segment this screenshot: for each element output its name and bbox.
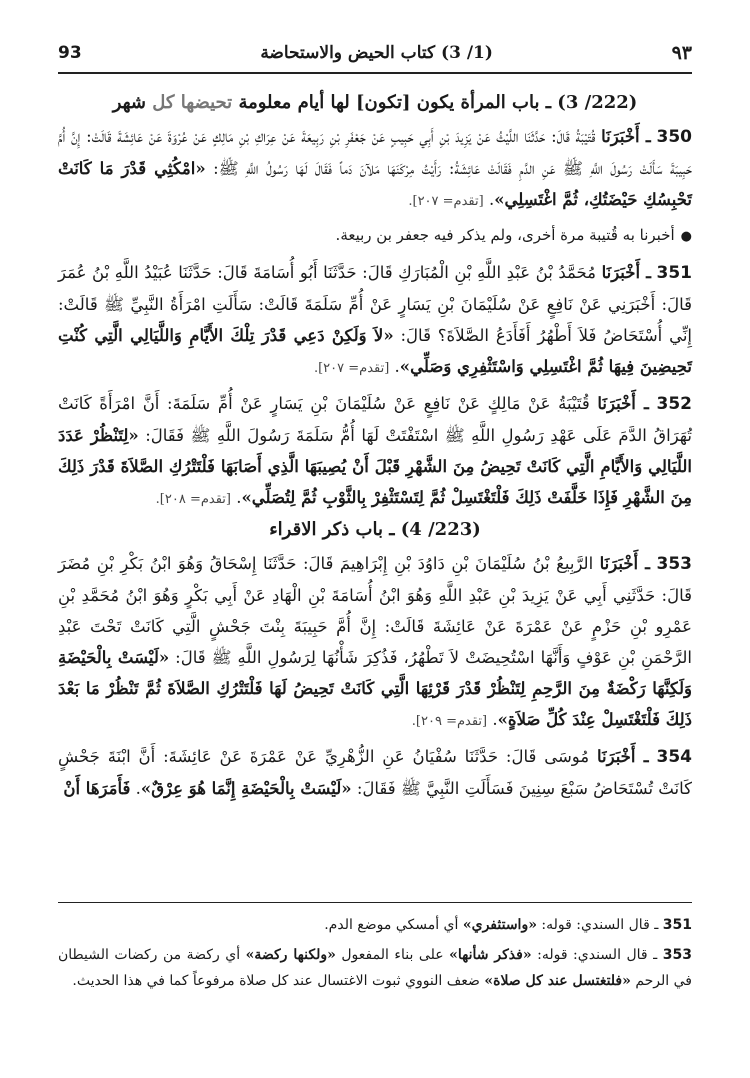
- footnote-quote: «فذكر شأنها»: [449, 947, 532, 963]
- hadith-opening: ـ أَخْبَرَنَا: [601, 127, 651, 146]
- hadith-opening: ـ أَخْبَرَنَا: [597, 394, 649, 413]
- hadith-matn: «لاَ وَلَكِنْ دَعِي قَدْرَ تِلْكَ الأَيَّامِ وَاللَّيَالِي الَّتِي كُنْتِ تَحِيضِينَ فِيهَا ثُمَّ اغْتَسِلِي وَاسْتَثْفِرِي وَصَلِّي»: [58, 326, 692, 376]
- hadith-number: 351: [656, 263, 693, 283]
- hadith-351: [58, 257, 692, 384]
- hadith-matn: «لَيْسَتْ بِالْحَيْضَةِ وَلَكِنَّهَا رَكْضَةٌ مِنَ الرَّحِمِ لِتَنْظُرْ قَدْرَ قَرْئِهَا الَّتِي كَانَتْ تَحِيضُ لَهَا فَلْتَتْرُكِ الصَّلاَةَ ثُمَّ تَنْظُرْ مَا بَعْدَ ذَلِكَ فَلْتَغْتَسِلْ عِنْدَ كُلِّ صَلاَةٍ»: [58, 648, 692, 729]
- hadith-isnad: قُتَيْبَةُ عَنْ مَالِكٍ عَنْ نَافِعٍ عَنْ سُلَيْمَانَ بْنِ يَسَارٍ عَنْ أُمِّ سَلَمَةَ: أَنَّ امْرَأَةً كَانَتْ تُهَرَاقُ الدَّمَ عَلَى عَهْدِ رَسُولِ اللَّهِ ﷺ اسْتَفْتَتْ لَهَا أُمُّ سَلَمَةَ رَسُولَ اللَّهِ ﷺ فَقَالَ:: [58, 394, 692, 445]
- hadith-note: [58, 221, 692, 251]
- footnote-lead: ـ قال السندي: قوله:: [536, 917, 663, 933]
- footnote-divider: [58, 902, 692, 903]
- footnote-quote: «ولكنها ركضة»: [245, 947, 336, 963]
- footnote-quote: «فلتغتسل عند كل صلاة»: [484, 973, 631, 989]
- footnote-351: [58, 912, 692, 938]
- hadith-opening: ـ أَخْبَرَنَا: [596, 747, 649, 766]
- page-number-latin: 93: [58, 43, 82, 63]
- footnote-number: 351: [662, 917, 692, 933]
- hadith-354: [58, 741, 692, 804]
- hadith-matn: «لَيْسَتْ بِالْحَيْضَةِ إِنَّمَا هُوَ عِرْقٌ»: [140, 779, 352, 798]
- hadith-isnad: الرَّبِيعُ بْنُ سُلَيْمَانَ بْنِ دَاوُدَ بْنِ إِبْرَاهِيمَ قَالَ: حَدَّثَنَا إِسْحَاقُ وَهُوَ ابْنُ بَكْرِ بْنِ مُضَرَ قَالَ: حَدَّثَنِي أَبِي عَنْ يَزِيدَ بْنِ عَبْدِ اللَّهِ وَهُوَ ابْنُ أُسَامَةَ بْنِ الْهَادِ عَنْ أَبِي بَكْرٍ وَهُوَ ابْنُ مُحَمَّدِ بْنِ عَمْرِو بْنِ حَزْمٍ عَنْ عَمْرَةَ عَنْ عَائِشَةَ قَالَتْ: إِنَّ أُمَّ حَبِيبَةَ بِنْتَ جَحْشٍ الَّتِي كَانَتْ تَحْتَ عَبْدِ الرَّحْمَنِ بْنِ عَوْفٍ وَأَنَّهَا اسْتُحِيضَتْ لاَ تَطْهُرُ، فَذُكِرَ شَأْنُهَا لِرَسُولِ اللَّهِ ﷺ قَالَ:: [58, 554, 692, 667]
- chapter-heading-text: (223/ 4) ـ باب ذكر الاقراء: [269, 519, 481, 540]
- footnote-text: أي ركضة من ركضات الشيطان في الرحم: [58, 947, 692, 989]
- hadith-opening: ـ أَخْبَرَنَا: [601, 263, 651, 282]
- footnote-text: ضعف النووي ثبوت الاغتسال عند كل صلاة مرفوعاً كما في هذا الحديث.: [72, 973, 485, 989]
- hadith-cross-ref: [تقدم= ٢٠٩].: [411, 714, 488, 729]
- hadith-matn: «لِتَنْظُرْ عَدَدَ اللَّيَالِي وَالأَيَّامِ الَّتِي كَانَتْ تَحِيضُ مِنَ الشَّهْرِ قَبْلَ أَنْ يُصِيبَهَا الَّذِي أَصَابَهَا فَلْتَتْرُكِ الصَّلاَةَ قَدْرَ ذَلِكَ مِنَ الشَّهْرِ فَإِذَا خَلَّفَتْ ذَلِكَ فَلْتَغْتَسِلْ ثُمَّ لِتَسْتَثْفِرْ بِالثَّوْبِ ثُمَّ لِتُصَلِّي»: [58, 426, 692, 507]
- hadith-number: 354: [656, 747, 692, 767]
- main-text: [58, 88, 692, 808]
- chapter-heading-223: [58, 519, 692, 540]
- chapter-heading-faded-text: تحيضها كل: [152, 92, 239, 113]
- hadith-cross-ref: [تقدم= ٢٠٧].: [313, 361, 390, 376]
- hadith-cross-ref: [تقدم= ٢٠٨].: [155, 492, 231, 507]
- footnote-text: على بناء المفعول: [335, 947, 450, 963]
- running-title: (1/ 3) كتاب الحيض والاستحاضة: [260, 43, 493, 63]
- hadith-isnad: مُحَمَّدُ بْنُ عَبْدِ اللَّهِ بْنِ الْمُبَارَكِ قَالَ: حَدَّثَنَا أَبُو أُسَامَةَ قَالَ: حَدَّثَنَا عُبَيْدُ اللَّهِ بْنُ عُمَرَ قَالَ: أَخْبَرَنِي عَنْ نَافِعٍ عَنْ سُلَيْمَانَ بْنِ يَسَارٍ عَنْ أُمِّ سَلَمَةَ قَالَتْ: سَأَلَتِ امْرَأَةُ النَّبِيِّ ﷺ قَالَتْ: إِنِّي أُسْتَحَاضُ فَلاَ أَطْهُرُ أَفَأَدَعُ الصَّلاَةَ؟ قَالَ:: [58, 263, 693, 345]
- page-number-arabic: ٩٣: [671, 42, 692, 64]
- hadith-number: 350: [656, 127, 692, 147]
- note-text: أخبرنا به قُتيبة مرة أخرى، ولم يذكر فيه جعفر بن ربيعة.: [335, 226, 675, 244]
- hadith-opening: ـ أَخْبَرَنَا: [599, 554, 650, 573]
- hadith-continuation: فَأَمَرَهَا أَنْ: [63, 779, 131, 798]
- hadith-end: .: [230, 488, 242, 507]
- chapter-heading-text: (222/ 3) ـ باب المرأة يكون [تكون] لها أيام معلومة: [238, 92, 638, 113]
- hadith-number: 353: [656, 554, 692, 574]
- footnote-text: أي أمسكي موضع الدم.: [324, 917, 463, 933]
- footnote-353: [58, 942, 692, 994]
- hadith-matn: «امْكُثِي قَدْرَ مَا كَانَتْ تَحْبِسُكِ حَيْضَتُكِ، ثُمَّ اغْتَسِلِي»: [58, 159, 692, 209]
- hadith-352: [58, 388, 692, 515]
- hadith-end: .: [487, 710, 498, 729]
- hadith-isnad: مُوسَى قَالَ: حَدَّثَنَا سُفْيَانُ عَنِ الزُّهْرِيِّ عَنْ عَمْرَةَ عَنْ عَائِشَةَ: أَنَّ ابْنَةَ جَحْشٍ كَانَتْ تُسْتَحَاضُ سَبْعَ سِنِينَ فَسَأَلَتِ النَّبِيَّ ﷺ فَقَالَ:: [58, 747, 692, 798]
- footnote-lead: ـ قال السندي: قوله:: [531, 947, 663, 963]
- hadith-end: .: [130, 779, 141, 798]
- hadith-353: [58, 548, 692, 737]
- hadith-end: .: [389, 357, 400, 376]
- hadith-350: [58, 121, 692, 217]
- footnote-number: 353: [662, 947, 692, 963]
- chapter-heading-suffix: شهر: [112, 92, 153, 113]
- bullet-icon: ●: [680, 229, 692, 244]
- chapter-heading-222: [58, 92, 692, 113]
- hadith-end: .: [483, 190, 495, 209]
- footnote-quote: «واستثفري»: [462, 917, 537, 933]
- hadith-cross-ref: [تقدم= ٢٠٧].: [408, 194, 484, 209]
- page-header: [58, 38, 692, 68]
- footnotes: [58, 910, 692, 998]
- hadith-isnad: قُتَيْبَةُ قَالَ: حَدَّثَنَا اللَّيْثُ عَنْ يَزِيدَ بْنِ أَبِي حَبِيبٍ عَنْ جَعْفَرِ بْنِ رَبِيعَةَ عَنْ عِرَاكِ بْنِ مَالِكٍ عَنْ عُرْوَةَ عَنْ عَائِشَةَ قَالَتْ: إِنَّ أُمَّ حَبِيبَةَ سَأَلَتْ رَسُولَ اللَّهِ ﷺ عَنِ الدَّمِ فَقَالَتْ عَائِشَةُ: رَأَيْتُ مِرْكَنَهَا مَلآنَ دَماً فَقَالَ لَهَا رَسُولُ اللَّهِ ﷺ:: [58, 127, 692, 178]
- header-divider: [58, 72, 692, 74]
- hadith-number: 352: [656, 394, 692, 414]
